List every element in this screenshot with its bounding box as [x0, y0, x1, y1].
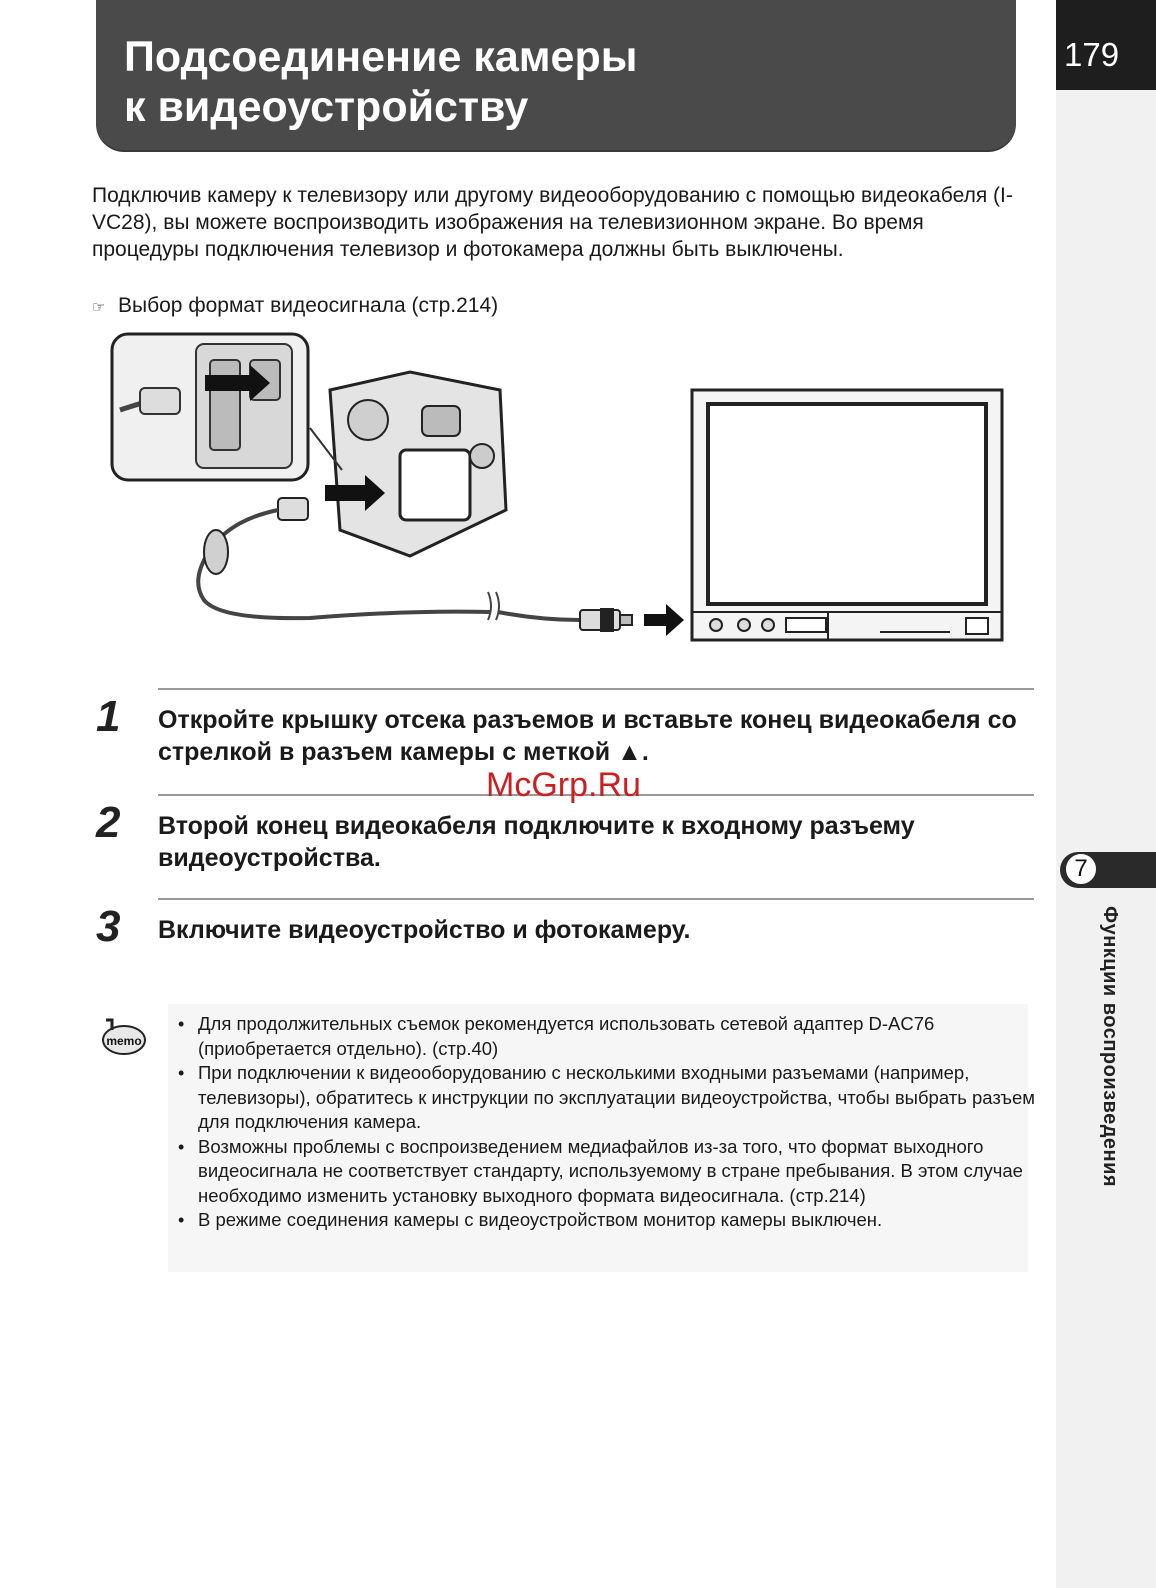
memo-list [176, 1012, 1036, 1233]
title-line-1: Подсоединение камеры [124, 33, 638, 81]
step-text: Включите видеоустройство и фотокамеру. [158, 916, 691, 944]
memo-icon-label: memo [106, 1034, 142, 1048]
step-text: Второй конец видеокабеля подключите к входному разъему видеоустройства. [158, 812, 915, 872]
page-title [124, 32, 637, 132]
step-number: 1 [96, 692, 121, 741]
reference-line [92, 292, 498, 321]
step-text: Откройте крышку отсека разъемов и вставьте конец видеокабеля со стрелкой в разъем камеры с меткой ▲. [158, 706, 1017, 766]
step-number: 3 [96, 902, 121, 951]
step-divider [158, 898, 1034, 900]
reference-text: Выбор формат видеосигнала (стр.214) [118, 294, 499, 317]
connector-inset [112, 334, 308, 480]
chapter-title: Функции воспроизведения [1099, 906, 1121, 1188]
step-number: 2 [96, 798, 121, 847]
chapter-number: 7 [1064, 852, 1098, 886]
memo-item: • При подключении к видеооборудованию с несколькими входными разъемами (например, телевизоры), обратитесь к инструкции по эксплуатации видеоустройства, чтобы выбрать разъем для подключения камера. [176, 1061, 1036, 1135]
title-line-2: к видеоустройству [124, 83, 529, 131]
intro-paragraph: Подключив камеру к телевизору или другому видеооборудованию с помощью видеокабеля (I-VC28), вы можете воспроизводить изображения на телевизионном экране. Во время процедуры подключения телевизор и фотокамера должны быть выключены. [92, 184, 1013, 261]
camera-drawing [310, 372, 506, 556]
memo-icon [100, 1016, 148, 1058]
page-number-tab [1056, 0, 1156, 90]
memo-item: • Возможны проблемы с воспроизведением медиафайлов из-за того, что формат выходного видеосигнала не соответствует стандарту, используемому в стране пребывания. В этом случае необходимо изменить установку выходного формата видеосигнала. (стр.214) [176, 1135, 1036, 1209]
step-divider [158, 688, 1034, 690]
page-number: 179 [1064, 36, 1120, 73]
tv-drawing [692, 390, 1002, 640]
title-banner [96, 0, 1016, 150]
memo-item: • В режиме соединения камеры с видеоустройством монитор камеры выключен. [176, 1208, 1036, 1233]
memo-item: • Для продолжительных съемок рекомендуется использовать сетевой адаптер D-AC76 (приобретается отдельно). (стр.40) [176, 1012, 1036, 1061]
side-strip [1056, 90, 1156, 1588]
connection-illustration [110, 330, 1010, 660]
watermark: McGrp.Ru [486, 766, 641, 804]
reference-hand-icon: ☞ [92, 299, 106, 316]
